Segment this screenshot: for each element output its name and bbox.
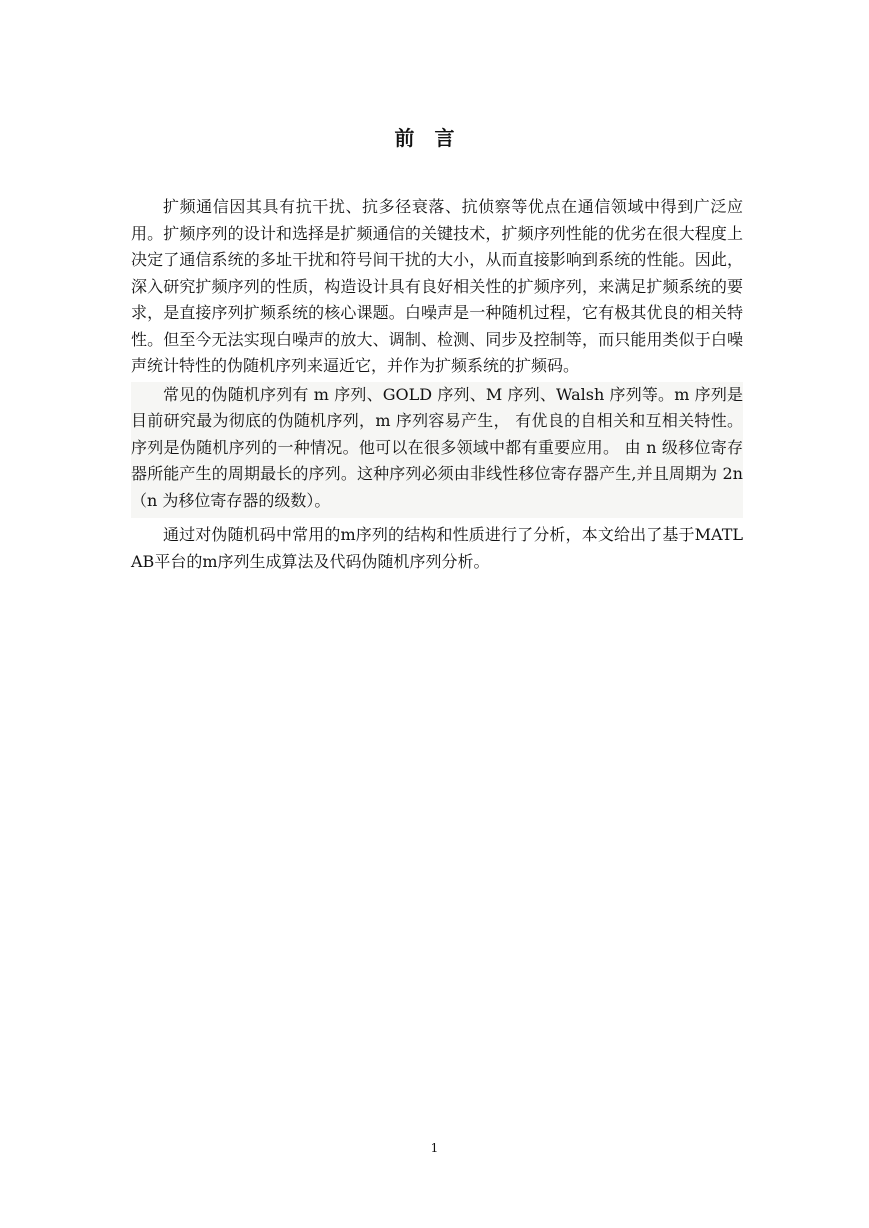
page-title: 前言 bbox=[394, 126, 475, 150]
body-text bbox=[131, 194, 743, 575]
paragraph-sequences: 常见的伪随机序列有 m 序列、GOLD 序列、M 序列、Walsh 序列等。m 序列是目前研究最为彻底的伪随机序列，m 序列容易产生， 有优良的自相关和互相关特性。序列是伪随机序列的一种情况。他可以在很多领域中都有重要应用。 由 n 级移位寄存器所能产生的周期最长的序列。这种序列必须由非线性移位寄存器产生,并且周期为 2n（n 为移位寄存器的级数）。 bbox=[131, 382, 743, 519]
page-number: 1 bbox=[430, 1141, 439, 1155]
paragraph-intro: 扩频通信因其具有抗干扰、抗多径衰落、抗侦察等优点在通信领域中得到广泛应用。扩频序列的设计和选择是扩频通信的关键技术，扩频序列性能的优劣在很大程度上决定了通信系统的多址干扰和符号间干扰的大小，从而直接影响到系统的性能。因此，深入研究扩频序列的性质，构造设计具有良好相关性的扩频序列，来满足扩频系统的要求，是直接序列扩频系统的核心课题。白噪声是一种随机过程，它有极其优良的相关特性。但至今无法实现白噪声的放大、调制、检测、同步及控制等，而只能用类似于白噪声统计特性的伪随机序列来逼近它，并作为扩频系统的扩频码。 bbox=[131, 197, 743, 375]
paragraph-summary: 通过对伪随机码中常用的m序列的结构和性质进行了分析，本文给出了基于MATLAB平台的m序列生成算法及代码伪随机序列分析。 bbox=[131, 525, 743, 571]
